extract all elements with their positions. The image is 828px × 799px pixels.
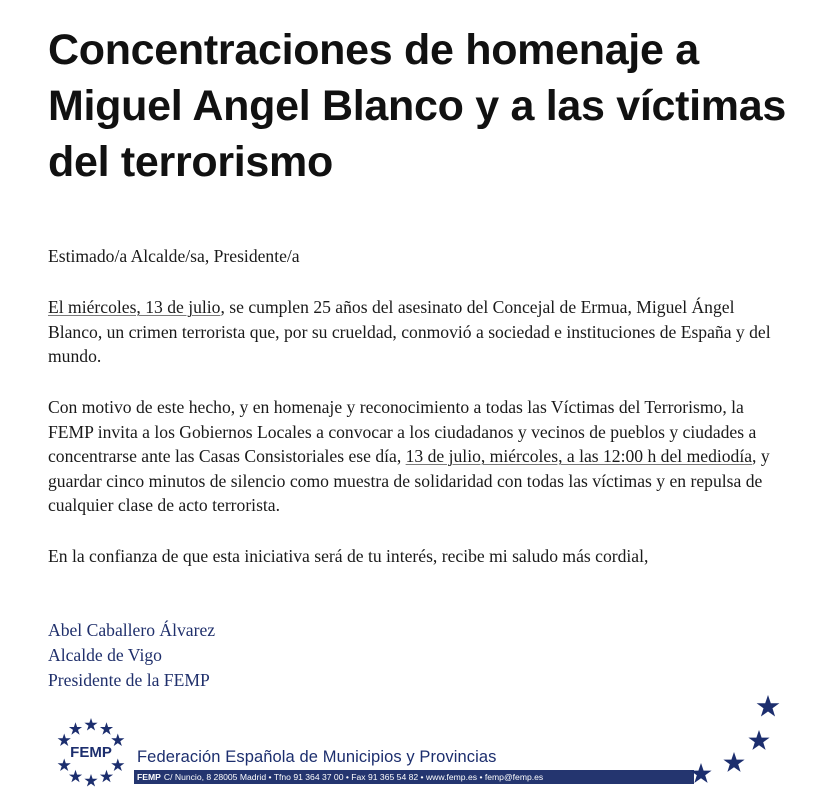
date-link-concentration[interactable]: 13 de julio, miércoles, a las 12:00 h del mediodía — [405, 446, 753, 466]
paragraph-invitation-text-before: Con motivo de este hecho, y en homenaje y reconocimiento a todas las Víctimas del Terrorismo, la FEMP invita a los Gobiernos Locales a convocar a los ciudadanos y vecinos de pueblos y ciudades a concentrarse ante las Casas Consistoriales ese día, — [48, 397, 757, 466]
star-icon — [748, 730, 769, 750]
greeting: Estimado/a Alcalde/sa, Presidente/a — [48, 246, 300, 266]
organization-name: Federación Española de Municipios y Provincias — [137, 748, 497, 766]
signature-role-president: Presidente de la FEMP — [48, 670, 210, 690]
logo-text: FEMP — [70, 744, 112, 761]
signature-role-mayor: Alcalde de Vigo — [48, 645, 162, 665]
paragraph-anniversary-text: , se cumplen 25 años del asesinato del Concejal de Ermua, Miguel Ángel Blanco, un crimen terrorista que, por su crueldad, conmovió a sociedad e instituciones de España y del mundo. — [48, 297, 771, 366]
star-icon — [757, 695, 780, 717]
date-link-anniversary[interactable]: El miércoles, 13 de julio — [48, 297, 221, 317]
letterhead-footer — [0, 690, 828, 799]
contact-line — [137, 770, 543, 784]
signature-name: Abel Caballero Álvarez — [48, 620, 216, 640]
paragraph-anniversary — [48, 295, 788, 369]
star-icon — [690, 763, 711, 783]
signature-block — [48, 618, 215, 693]
paragraph-invitation — [48, 395, 788, 518]
star-icon — [723, 752, 744, 772]
decorative-stars — [670, 690, 828, 799]
closing-line: En la confianza de que esta iniciativa será de tu interés, recibe mi saludo más cordial, — [48, 546, 649, 566]
contact-details: C/ Nuncio, 8 28005 Madrid • Tfno 91 364 37 00 • Fax 91 365 54 82 • www.femp.es • femp@femp.es — [163, 772, 544, 782]
paragraph-invitation-text-after: , y guardar cinco minutos de silencio como muestra de solidaridad con todas las víctimas y en repulsa de cualquier clase de acto terrorista. — [48, 446, 770, 515]
contact-brand: FEMP — [137, 772, 161, 782]
page-title: Concentraciones de homenaje a Miguel Angel Blanco y a las víctimas del terrorismo — [48, 26, 786, 186]
femp-logo — [52, 712, 130, 790]
